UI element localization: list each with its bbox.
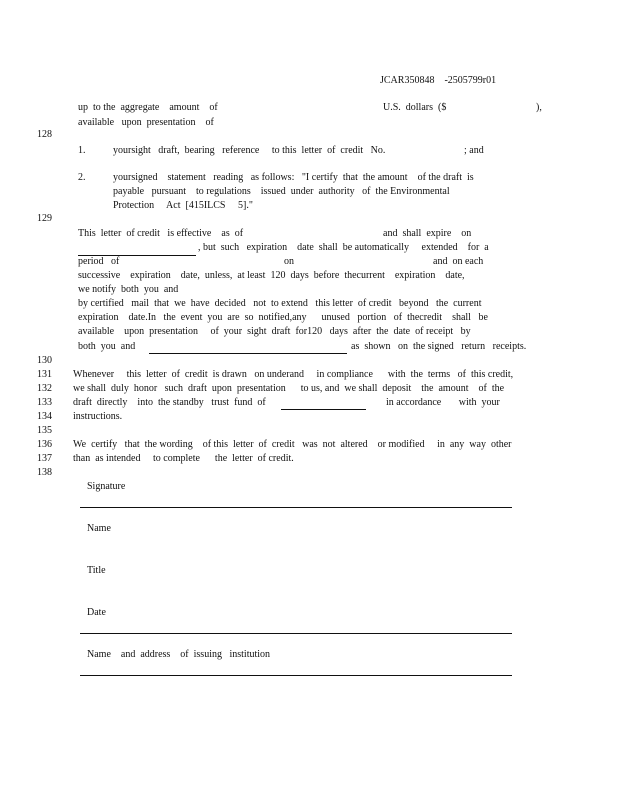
honor-line-3-start: draft directly into the standby trust fund of [73, 397, 266, 408]
title-label: Title [87, 565, 106, 576]
document-code: JCAR350848 -2505799r01 [380, 75, 497, 86]
expiry-line-5: we notify both you and [78, 284, 179, 295]
line-number-137: 137 [37, 453, 52, 464]
aggregate-line-2: available upon presentation of [78, 117, 214, 128]
expiry-line-3-end: and on each [433, 256, 484, 267]
expiry-line-1-start: This letter of credit is effective as of [78, 228, 244, 239]
signature-label: Signature [87, 481, 126, 492]
line-number-136: 136 [37, 439, 52, 450]
line-number-131: 131 [37, 369, 52, 380]
institution-line [80, 675, 512, 676]
item-1-text: yoursight draft, bearing reference to this letter of credit No. [113, 145, 386, 156]
honor-line-2: we shall duly honor such draft upon presentation to us, and we shall deposit the amount of the [73, 383, 505, 394]
item-1-and: ; and [464, 145, 484, 156]
item-2-line-2: payable pursuant to regulations issued under authority of the Environmental [113, 186, 450, 197]
item-2-line-1: yoursigned statement reading as follows: "I certify that the amount of the draft is [113, 172, 474, 183]
line-number-128: 128 [37, 129, 52, 140]
expiry-line-3-start: period of [78, 256, 120, 267]
line-number-132: 132 [37, 383, 52, 394]
aggregate-line-start: up to the aggregate amount of [78, 102, 218, 113]
notify-party-blank [149, 353, 347, 354]
name-label: Name [87, 523, 111, 534]
item-2-number: 2. [78, 172, 86, 183]
line-number-133: 133 [37, 397, 52, 408]
date-label: Date [87, 607, 106, 618]
expiry-line-2: , but such expiration date shall be automatically extended for a [198, 242, 489, 253]
certify-line-1: We certify that the wording of this letter of credit was not altered or modified in any way other [73, 439, 512, 450]
aggregate-dollars-close: ), [536, 102, 542, 113]
honor-line-4: instructions. [73, 411, 123, 422]
date-line [80, 633, 512, 634]
expiry-line-9-start: both you and [78, 341, 136, 352]
expiry-line-1-end: and shall expire on [383, 228, 472, 239]
trust-fund-blank [281, 409, 366, 410]
line-number-130: 130 [37, 355, 52, 366]
expiry-line-3-on: on [284, 256, 294, 267]
line-number-135: 135 [37, 425, 52, 436]
honor-line-1: Whenever this letter of credit is drawn on underand in compliance with the terms of this credit, [73, 369, 514, 380]
item-1-number: 1. [78, 145, 86, 156]
signature-line [80, 507, 512, 508]
expiry-line-9-end: as shown on the signed return receipts. [351, 341, 527, 352]
item-2-line-3: Protection Act [415ILCS 5]." [113, 200, 253, 211]
institution-label: Name and address of issuing institution [87, 649, 271, 660]
aggregate-dollars-label: U.S. dollars ($ [383, 102, 447, 113]
certify-line-2: than as intended to complete the letter of credit. [73, 453, 294, 464]
line-number-138: 138 [37, 467, 52, 478]
line-number-134: 134 [37, 411, 52, 422]
expiry-line-8: available upon presentation of your sight draft for120 days after the date of receipt by [78, 326, 471, 337]
expiry-line-6: by certified mail that we have decided not to extend this letter of credit beyond the current [78, 298, 482, 309]
honor-line-3-end: in accordance with your [386, 397, 500, 408]
expiry-line-7: expiration date.In the event you are so notified,any unused portion of thecredit shall be [78, 312, 488, 323]
expiry-line-4: successive expiration date, unless, at least 120 days before thecurrent expiration date, [78, 270, 465, 281]
line-number-129: 129 [37, 213, 52, 224]
